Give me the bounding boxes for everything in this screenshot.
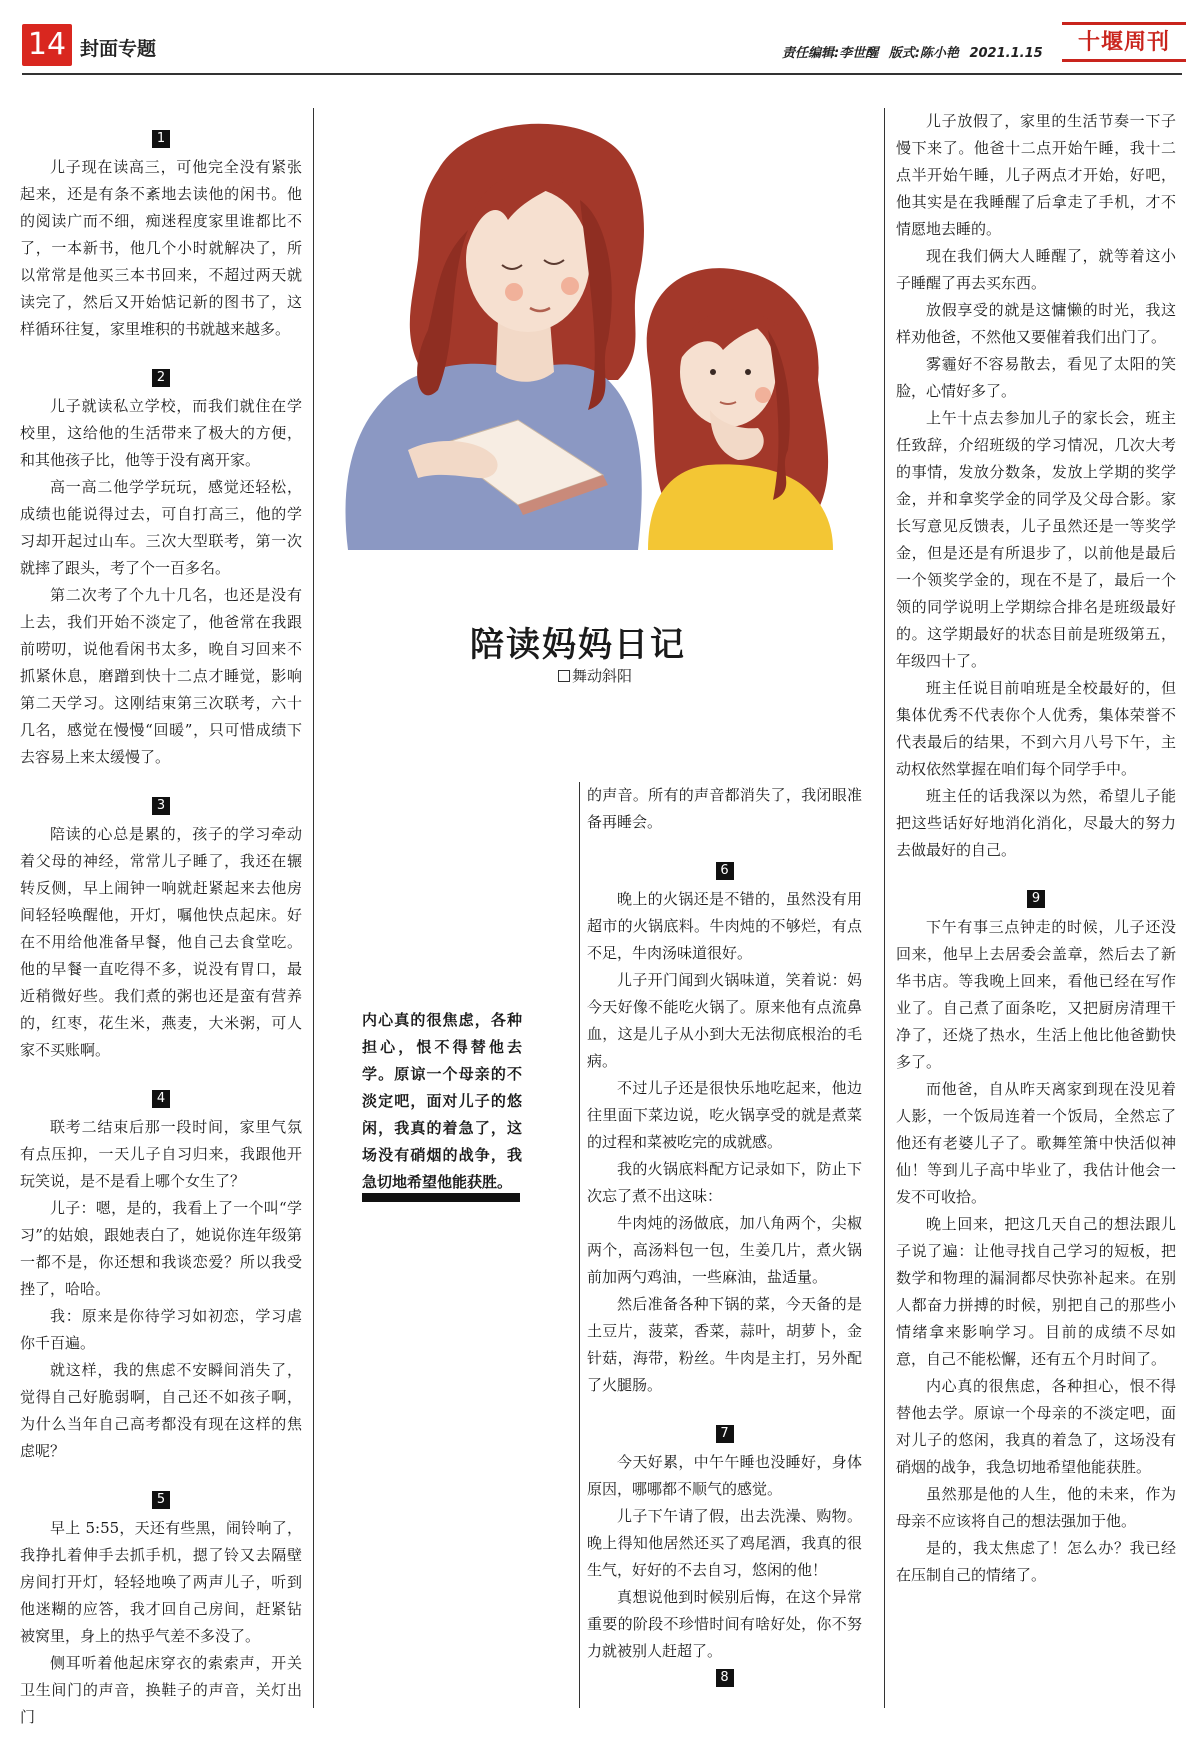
- page-number: 14: [22, 24, 72, 66]
- paragraph: 儿子就读私立学校，而我们就住在学校里，这给他的生活带来了极大的方便，和其他孩子比，他等于没有离开家。: [20, 397, 302, 469]
- paragraph: 儿子开门闻到火锅味道，笑着说：妈今天好像不能吃火锅了。原来他有点流鼻血，这是儿子从小到大无法彻底根治的毛病。: [587, 971, 862, 1070]
- column-1: [20, 130, 302, 1731]
- section-marker: 6: [716, 862, 734, 880]
- issue-date: 2021.1.15: [969, 46, 1043, 61]
- layout-credit: 版式:陈小艳: [888, 46, 959, 61]
- section-marker: 7: [716, 1425, 734, 1443]
- paragraph: 晚上回来，把这几天自己的想法跟儿子说了遍：让他寻找自己学习的短板，把数学和物理的漏洞都尽快弥补起来。在别人都奋力拼搏的时候，别把自己的那些小情绪拿来影响学习。目前的成绩不尽如意，自己不能松懈，还有五个月时间了。: [896, 1215, 1176, 1368]
- paragraph: 然后准备各种下锅的菜，今天备的是土豆片，菠菜，香菜，蒜叶，胡萝卜，金针菇，海带，粉丝。牛肉是主打，另外配了火腿肠。: [587, 1295, 862, 1394]
- paragraph: 现在我们俩大人睡醒了，就等着这小子睡醒了再去买东西。: [896, 247, 1176, 292]
- paragraph: 儿子：嗯，是的，我看上了一个叫“学习”的姑娘，跟她表白了，她说你连年级第一都不是，你还想和我谈恋爱？所以我受挫了，哈哈。: [20, 1199, 302, 1298]
- paragraph: 儿子现在读高三，可他完全没有紧张起来，还是有条不紊地去读他的闲书。他的阅读广而不细，痴迷程度家里谁都比不了，一本新书，他几个小时就解决了，所以常常是他买三本书回来，不超过两天就读完了，然后又开始惦记新的图书了，这样循环往复，家里堆积的书就越来越多。: [20, 158, 302, 338]
- column-divider: [313, 108, 314, 1708]
- paragraph: 高一高二他学学玩玩，感觉还轻松，成绩也能说得过去，可自打高三，他的学习却开起过山车。三次大型联考，第一次就摔了跟头，考了个一百多名。: [20, 478, 302, 577]
- paragraph: 真想说他到时候别后悔，在这个异常重要的阶段不珍惜时间有啥好处，你不努力就被别人赶超了。: [587, 1588, 862, 1660]
- paragraph: 内心真的很焦虑，各种担心，恨不得替他去学。原谅一个母亲的不淡定吧，面对儿子的悠闲，我真的着急了，这场没有硝烟的战争，我急切地希望他能获胜。: [896, 1377, 1176, 1476]
- masthead-logo: 十堰周刊: [1062, 22, 1186, 62]
- header-rule: [22, 73, 1182, 75]
- column-divider: [884, 108, 885, 1708]
- paragraph: 晚上的火锅还是不错的，虽然没有用超市的火锅底料。牛肉炖的不够烂，有点不足，牛肉汤味道很好。: [587, 890, 862, 962]
- article-title: 陪读妈妈日记: [470, 625, 686, 665]
- paragraph: 的声音。所有的声音都消失了，我闭眼准备再睡会。: [587, 786, 862, 831]
- author-name: 舞动斜阳: [572, 667, 633, 685]
- section-marker: 3: [152, 797, 170, 815]
- page-header: [22, 20, 1182, 70]
- section-marker: 1: [152, 130, 170, 148]
- paragraph: 班主任说目前咱班是全校最好的，但集体优秀不代表你个人优秀，集体荣誉不代表最后的结果，不到六月八号下午，主动权依然掌握在咱们每个同学手中。: [896, 679, 1176, 778]
- paragraph: 儿子下午请了假，出去洗澡、购物。晚上得知他居然还买了鸡尾酒，我真的很生气，好好的不去自习，悠闲的他！: [587, 1507, 862, 1579]
- paragraph: 上午十点去参加儿子的家长会，班主任致辞，介绍班级的学习情况，几次大考的事情，发放分数条，发放上学期的奖学金，并和拿奖学金的同学及父母合影。家长写意见反馈表，儿子虽然还是一等奖学金，但是还是有所退步了，以前他是最后一个领奖学金的，现在不是了，最后一个领的同学说明上学期综合排名是班级最好的。这学期最好的状态目前是班级第五，年级四十了。: [896, 409, 1176, 670]
- paragraph: 是的，我太焦虑了！怎么办？我已经在压制自己的情绪了。: [896, 1539, 1176, 1584]
- section-marker: 4: [152, 1090, 170, 1108]
- column-3: [587, 782, 862, 1693]
- section-marker: 2: [152, 369, 170, 387]
- paragraph: 侧耳听着他起床穿衣的索索声，开关卫生间门的声音，换鞋子的声音，关灯出门: [20, 1654, 302, 1726]
- editor-credit: 责任编辑:李世醒: [782, 46, 879, 61]
- column-4: [896, 108, 1176, 1589]
- paragraph: 就这样，我的焦虑不安瞬间消失了，觉得自己好脆弱啊，自己还不如孩子啊，为什么当年自己高考都没有现在这样的焦虑呢？: [20, 1361, 302, 1460]
- paragraph: 而他爸，自从昨天离家到现在没见着人影，一个饭局连着一个饭局，全然忘了他还有老婆儿子了。歌舞笙箫中快活似神仙！等到儿子高中毕业了，我估计他会一发不可收拾。: [896, 1080, 1176, 1206]
- section-title: 封面专题: [80, 38, 157, 60]
- paragraph: 儿子放假了，家里的生活节奏一下子慢下来了。他爸十二点开始午睡，我十二点半开始午睡，儿子两点才开始，好吧，他其实是在我睡醒了后拿走了手机，才不情愿地去睡的。: [896, 112, 1176, 238]
- byline-box-icon: [558, 670, 570, 682]
- column-divider: [579, 782, 580, 1708]
- mother-daughter-reading-illustration: [318, 110, 883, 550]
- paragraph: 联考二结束后那一段时间，家里气氛有点压抑，一天儿子自习归来，我跟他开玩笑说，是不是看上哪个女生了？: [20, 1118, 302, 1190]
- credits: [782, 42, 1049, 61]
- section-marker: 5: [152, 1491, 170, 1509]
- paragraph: 陪读的心总是累的，孩子的学习牵动着父母的神经，常常儿子睡了，我还在辗转反侧，早上闹钟一响就赶紧起来去他房间轻轻唤醒他，开灯，嘱他快点起床。好在不用给他准备早餐，他自己去食堂吃。他的早餐一直吃得不多，说没有胃口，最近稍微好些。我们煮的粥也还是蛮有营养的，红枣，花生米，燕麦，大米粥，可人家不买账啊。: [20, 825, 302, 1059]
- paragraph: 虽然那是他的人生，他的未来，作为母亲不应该将自己的想法强加于他。: [896, 1485, 1176, 1530]
- section-marker: 9: [1027, 890, 1045, 908]
- paragraph: 今天好累，中午午睡也没睡好，身体原因，哪哪都不顺气的感觉。: [587, 1453, 862, 1498]
- paragraph: 牛肉炖的汤做底，加八角两个，尖椒两个，高汤料包一包，生姜几片，煮火锅前加两勺鸡油，一些麻油，盐适量。: [587, 1214, 862, 1286]
- paragraph: 我的火锅底料配方记录如下，防止下次忘了煮不出这味：: [587, 1160, 862, 1205]
- paragraph: 我：原来是你待学习如初恋，学习虐你千百遍。: [20, 1307, 302, 1352]
- paragraph: 雾霾好不容易散去，看见了太阳的笑脸，心情好多了。: [896, 355, 1176, 400]
- cover-illustration: [318, 110, 883, 550]
- byline: [558, 665, 632, 686]
- paragraph: 不过儿子还是很快乐地吃起来，他边往里面下菜边说，吃火锅享受的就是煮菜的过程和菜被吃完的成就感。: [587, 1079, 862, 1151]
- paragraph: 早上 5:55，天还有些黑，闹铃响了，我挣扎着伸手去抓手机，摁了铃又去隔壁房间打开灯，轻轻地唤了两声儿子，听到他迷糊的应答，我才回自己房间，赶紧钻被窝里，身上的热乎气差不多没了。: [20, 1519, 302, 1645]
- section-marker: 8: [716, 1669, 734, 1687]
- paragraph: 班主任的话我深以为然，希望儿子能把这些话好好地消化消化，尽最大的努力去做最好的自己。: [896, 787, 1176, 859]
- paragraph: 下午有事三点钟走的时候，儿子还没回来，他早上去居委会盖章，然后去了新华书店。等我晚上回来，看他已经在写作业了。自己煮了面条吃，又把厨房清理干净了，还烧了热水，生活上他比他爸勤快多了。: [896, 918, 1176, 1071]
- paragraph: 放假享受的就是这慵懒的时光，我这样劝他爸，不然他又要催着我们出门了。: [896, 301, 1176, 346]
- paragraph: 第二次考了个九十几名，也还是没有上去，我们开始不淡定了，他爸常在我跟前唠叨，说他看闲书太多，晚自习回来不抓紧休息，磨蹭到快十二点才睡觉，影响第二天学习。这刚结束第三次联考，六十几名，感觉在慢慢“回暖”，只可惜成绩下去容易上来太缓慢了。: [20, 586, 302, 766]
- pull-quote: 内心真的很焦虑，各种担心，恨不得替他去学。原谅一个母亲的不淡定吧，面对儿子的悠闲，我真的着急了，这场没有硝烟的战争，我急切地希望他能获胜。: [362, 1011, 522, 1191]
- pull-quote-bar: [362, 1193, 520, 1202]
